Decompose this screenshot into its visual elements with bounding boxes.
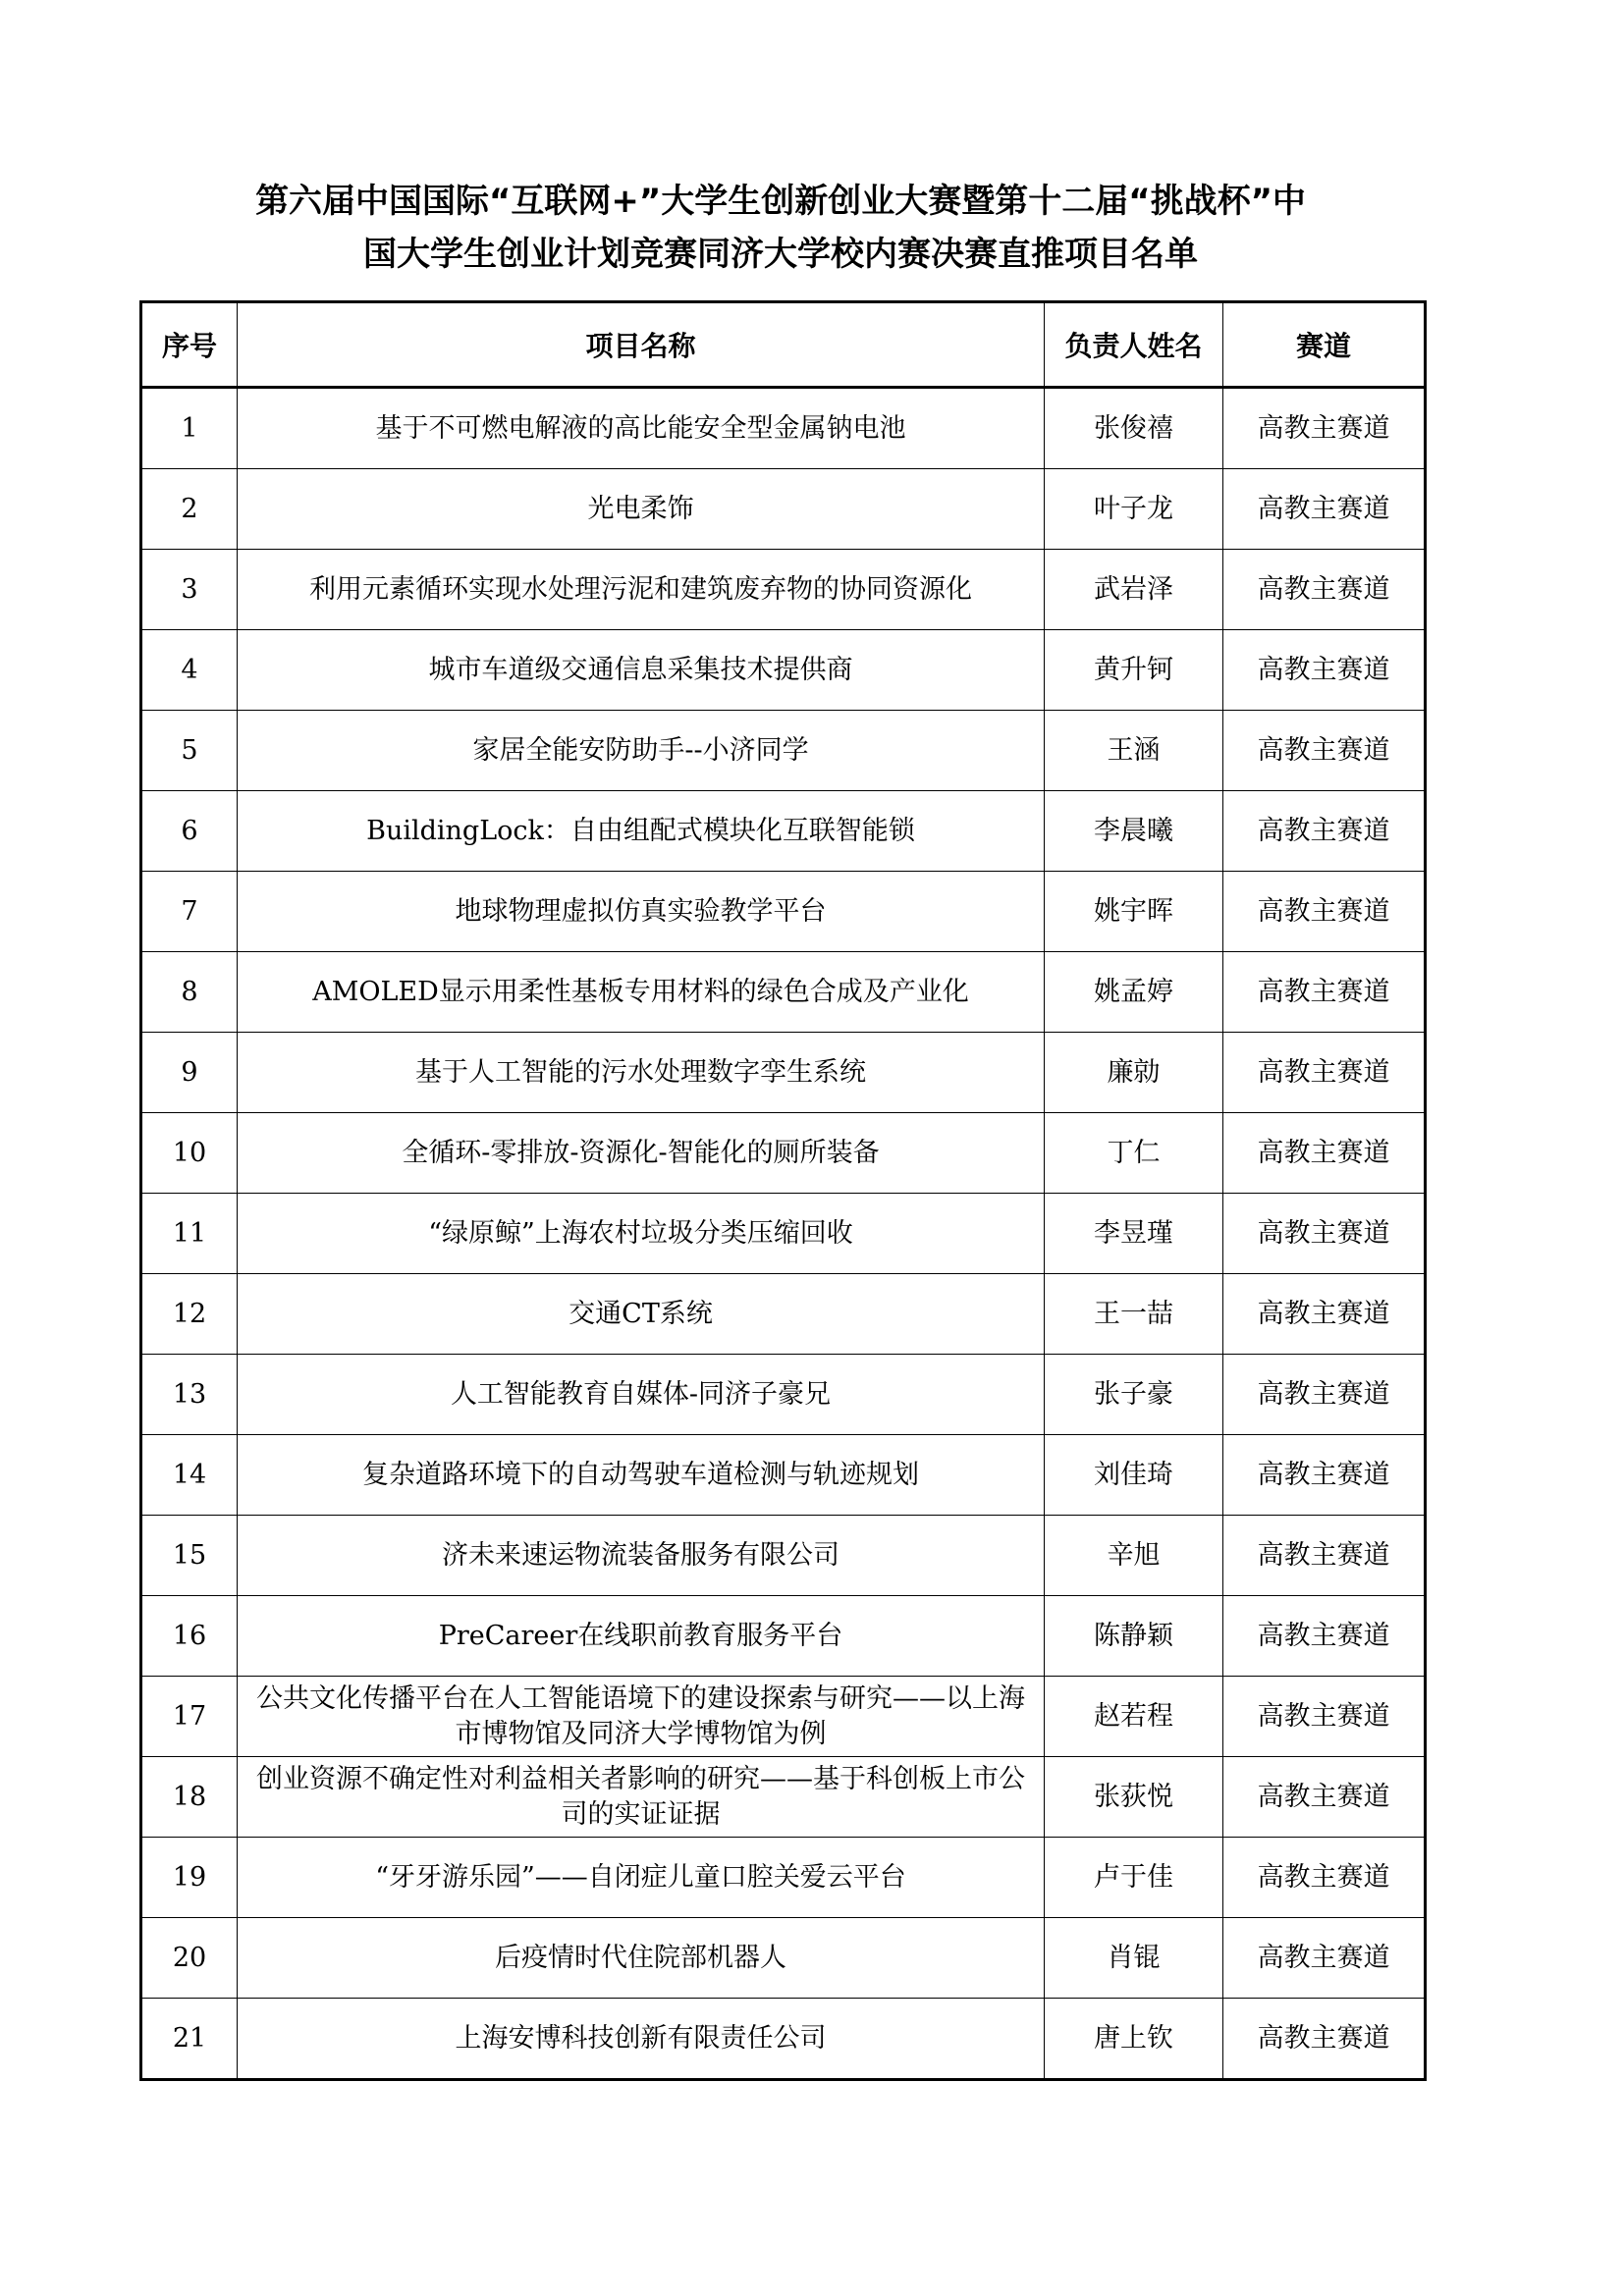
cell-track: 高教主赛道 [1223, 1596, 1426, 1677]
cell-project-name: 地球物理虚拟仿真实验教学平台 [238, 872, 1045, 952]
cell-leader: 王一喆 [1045, 1274, 1223, 1355]
table-row [141, 1113, 1426, 1194]
cell-no: 3 [141, 550, 238, 630]
cell-leader: 武岩泽 [1045, 550, 1223, 630]
cell-project-name: 济未来速运物流装备服务有限公司 [238, 1516, 1045, 1596]
cell-no: 8 [141, 952, 238, 1033]
cell-track: 高教主赛道 [1223, 1516, 1426, 1596]
table-row [141, 872, 1426, 952]
cell-track: 高教主赛道 [1223, 711, 1426, 791]
cell-leader: 王涵 [1045, 711, 1223, 791]
cell-no: 17 [141, 1677, 238, 1757]
cell-track: 高教主赛道 [1223, 1274, 1426, 1355]
cell-project-name: 复杂道路环境下的自动驾驶车道检测与轨迹规划 [238, 1435, 1045, 1516]
table-row [141, 791, 1426, 872]
cell-leader: 陈静颖 [1045, 1596, 1223, 1677]
cell-no: 13 [141, 1355, 238, 1435]
cell-track: 高教主赛道 [1223, 1113, 1426, 1194]
cell-no: 4 [141, 630, 238, 711]
cell-no: 15 [141, 1516, 238, 1596]
cell-leader: 张俊禧 [1045, 388, 1223, 469]
cell-leader: 张荻悦 [1045, 1757, 1223, 1838]
table-row [141, 1757, 1426, 1838]
cell-no: 10 [141, 1113, 238, 1194]
cell-track: 高教主赛道 [1223, 550, 1426, 630]
cell-project-name: “牙牙游乐园”——自闭症儿童口腔关爱云平台 [238, 1838, 1045, 1918]
table-row [141, 1033, 1426, 1113]
cell-project-name: 基于人工智能的污水处理数字孪生系统 [238, 1033, 1045, 1113]
cell-leader: 李昱瑾 [1045, 1194, 1223, 1274]
table-row [141, 1355, 1426, 1435]
cell-leader: 李晨曦 [1045, 791, 1223, 872]
header-track: 赛道 [1223, 302, 1426, 388]
cell-leader: 张子豪 [1045, 1355, 1223, 1435]
table-row [141, 1194, 1426, 1274]
cell-project-name: 创业资源不确定性对利益相关者影响的研究——基于科创板上市公司的实证证据 [238, 1757, 1045, 1838]
table-body [141, 388, 1426, 2080]
cell-project-name: 后疫情时代住院部机器人 [238, 1918, 1045, 1999]
table-row [141, 1516, 1426, 1596]
cell-no: 16 [141, 1596, 238, 1677]
cell-leader: 姚宇晖 [1045, 872, 1223, 952]
cell-leader: 辛旭 [1045, 1516, 1223, 1596]
cell-leader: 丁仁 [1045, 1113, 1223, 1194]
table-row [141, 1999, 1426, 2080]
cell-leader: 廉勍 [1045, 1033, 1223, 1113]
cell-track: 高教主赛道 [1223, 1918, 1426, 1999]
page-title-line-2: 国大学生创业计划竞赛同济大学校内赛决赛直推项目名单 [363, 235, 1198, 274]
cell-leader: 卢于佳 [1045, 1838, 1223, 1918]
table-row [141, 469, 1426, 550]
table-row [141, 711, 1426, 791]
cell-project-name: 利用元素循环实现水处理污泥和建筑废弃物的协同资源化 [238, 550, 1045, 630]
page-title [128, 175, 1434, 281]
cell-no: 1 [141, 388, 238, 469]
cell-track: 高教主赛道 [1223, 388, 1426, 469]
header-no: 序号 [141, 302, 238, 388]
table-row [141, 630, 1426, 711]
cell-no: 20 [141, 1918, 238, 1999]
cell-no: 19 [141, 1838, 238, 1918]
cell-track: 高教主赛道 [1223, 1677, 1426, 1757]
cell-no: 5 [141, 711, 238, 791]
cell-track: 高教主赛道 [1223, 1838, 1426, 1918]
table-row [141, 1677, 1426, 1757]
cell-no: 12 [141, 1274, 238, 1355]
cell-leader: 姚孟婷 [1045, 952, 1223, 1033]
cell-leader: 赵若程 [1045, 1677, 1223, 1757]
cell-no: 21 [141, 1999, 238, 2080]
cell-track: 高教主赛道 [1223, 872, 1426, 952]
cell-project-name: 光电柔饰 [238, 469, 1045, 550]
cell-leader: 肖锟 [1045, 1918, 1223, 1999]
cell-leader: 叶子龙 [1045, 469, 1223, 550]
cell-project-name: 上海安博科技创新有限责任公司 [238, 1999, 1045, 2080]
cell-track: 高教主赛道 [1223, 1999, 1426, 2080]
cell-project-name: 交通CT系统 [238, 1274, 1045, 1355]
cell-track: 高教主赛道 [1223, 791, 1426, 872]
cell-project-name: 家居全能安防助手--小济同学 [238, 711, 1045, 791]
cell-track: 高教主赛道 [1223, 1757, 1426, 1838]
cell-no: 18 [141, 1757, 238, 1838]
cell-project-name: 基于不可燃电解液的高比能安全型金属钠电池 [238, 388, 1045, 469]
project-list-table [139, 300, 1427, 2081]
table-row [141, 1838, 1426, 1918]
table-row [141, 550, 1426, 630]
cell-no: 2 [141, 469, 238, 550]
cell-leader: 黄升钶 [1045, 630, 1223, 711]
cell-no: 7 [141, 872, 238, 952]
header-leader: 负责人姓名 [1045, 302, 1223, 388]
cell-project-name: BuildingLock：自由组配式模块化互联智能锁 [238, 791, 1045, 872]
table-row [141, 952, 1426, 1033]
cell-no: 6 [141, 791, 238, 872]
cell-track: 高教主赛道 [1223, 630, 1426, 711]
cell-project-name: 公共文化传播平台在人工智能语境下的建设探索与研究——以上海市博物馆及同济大学博物馆为例 [238, 1677, 1045, 1757]
cell-track: 高教主赛道 [1223, 1033, 1426, 1113]
cell-no: 11 [141, 1194, 238, 1274]
cell-leader: 刘佳琦 [1045, 1435, 1223, 1516]
cell-leader: 唐上钦 [1045, 1999, 1223, 2080]
table-row [141, 1918, 1426, 1999]
table-row [141, 1435, 1426, 1516]
table-row [141, 388, 1426, 469]
cell-track: 高教主赛道 [1223, 1435, 1426, 1516]
table-row [141, 1274, 1426, 1355]
cell-project-name: PreCareer在线职前教育服务平台 [238, 1596, 1045, 1677]
page-title-line-1: 第六届中国国际“互联网+”大学生创新创业大赛暨第十二届“挑战杯”中 [255, 182, 1306, 221]
header-project-name: 项目名称 [238, 302, 1045, 388]
cell-no: 14 [141, 1435, 238, 1516]
cell-track: 高教主赛道 [1223, 952, 1426, 1033]
cell-project-name: 城市车道级交通信息采集技术提供商 [238, 630, 1045, 711]
cell-project-name: “绿原鲸”上海农村垃圾分类压缩回收 [238, 1194, 1045, 1274]
cell-project-name: 全循环-零排放-资源化-智能化的厕所装备 [238, 1113, 1045, 1194]
cell-track: 高教主赛道 [1223, 1355, 1426, 1435]
cell-track: 高教主赛道 [1223, 469, 1426, 550]
cell-no: 9 [141, 1033, 238, 1113]
cell-project-name: AMOLED显示用柔性基板专用材料的绿色合成及产业化 [238, 952, 1045, 1033]
cell-track: 高教主赛道 [1223, 1194, 1426, 1274]
cell-project-name: 人工智能教育自媒体-同济子豪兄 [238, 1355, 1045, 1435]
table-header-row [141, 302, 1426, 388]
table-row [141, 1596, 1426, 1677]
